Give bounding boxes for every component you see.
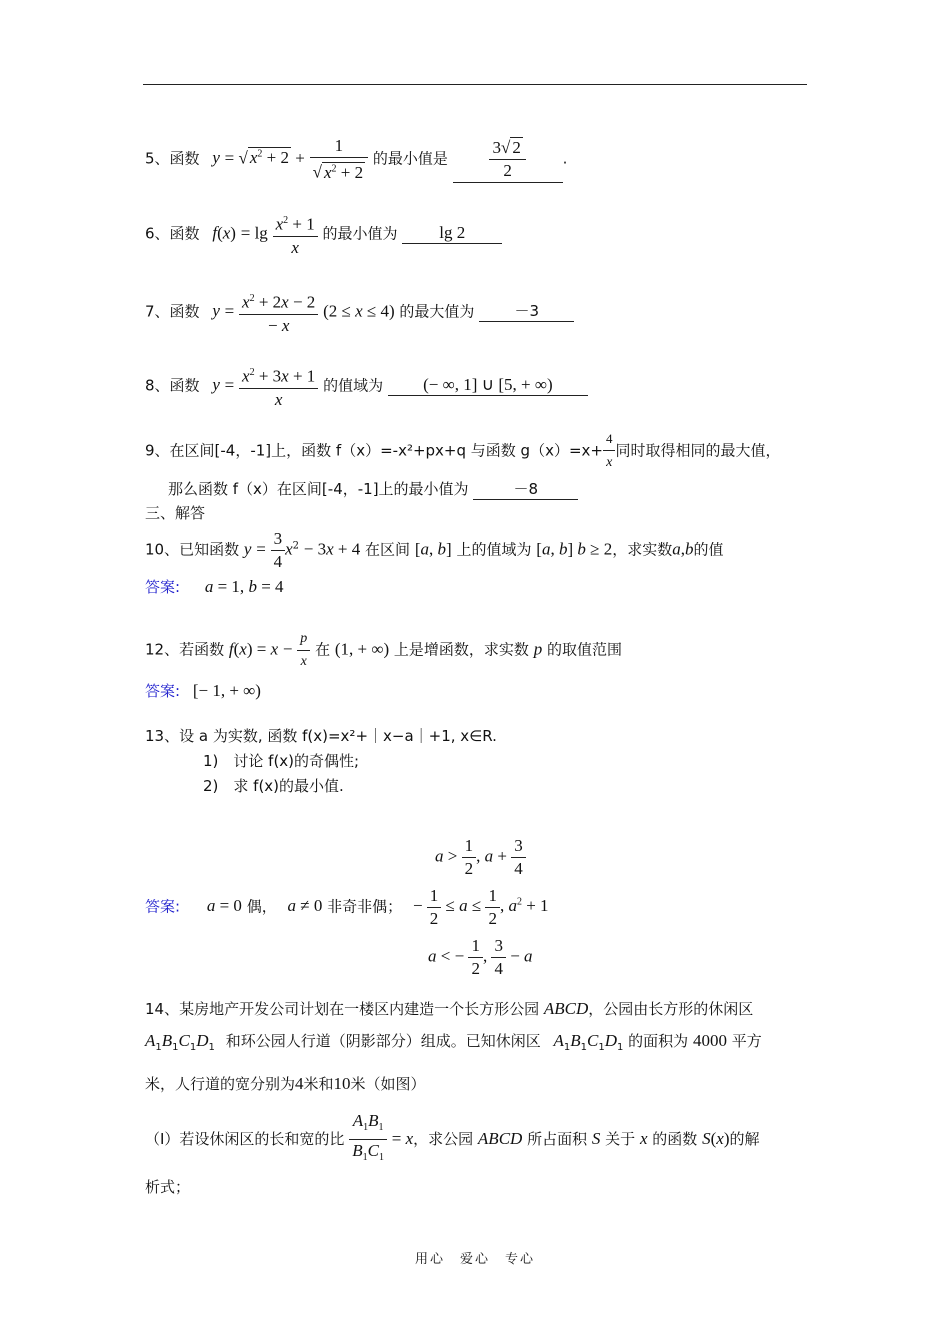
header-rule: [143, 84, 807, 85]
question-5: 5、函数 y = √ $x^2 + 2$ + $\frac{1}{√ x^2 + 2}$ 的最小值是 $\frac{3√ 2}{2}$ .: [145, 136, 568, 182]
question-14-line-3: 米，人行道的宽分别为4米和10米（如图）: [145, 1074, 426, 1093]
page-footer: 用心 爱心 专心: [414, 1252, 535, 1267]
question-10: 10、已知函数 y = $\frac{3}{4}$ $x^2 - 3x + 4$ 在区间 [a, b] 上的值域为 [a, b] b ≥ 2，求实数a,b的值: [145, 529, 724, 571]
answer-12: 答案: [− 1, + ∞): [145, 681, 261, 700]
q9-answer: －8: [473, 478, 578, 500]
q7-answer: －3: [479, 300, 574, 322]
question-13-item-1: 1) 讨论 f(x)的奇偶性;: [203, 752, 360, 770]
question-9: 9、在区间[-4，-1]上，函数 f（x）=-x²+px+q 与函数 g（x）=x+ $\frac{4}{x}$ 同时取得相同的最大值，: [145, 428, 780, 474]
q5-answer: $\frac{3√ 2}{2}$: [453, 137, 563, 183]
question-12: 12、若函数 f(x) = x − $\frac{p}{x}$ 在 (1, + ∞) 上是增函数，求实数 p 的取值范围: [145, 628, 622, 673]
question-7: 7、函数 y = $\frac{x^2 + 2x - 2}{- x}$ (2 ≤ x ≤ 4) 的最大值为 －3: [145, 288, 574, 337]
question-14-part-1: （Ⅰ）若设休闲区的长和宽的比 $\frac{A_1B_1}{B_1C_1}$ = x，求公园 ABCD 所占面积 S 关于 x 的函数 S(x)的解: [145, 1111, 760, 1163]
question-6: 6、函数 f(x) = lg $\frac{x^2 + 1}{x}$ 的最小值为 lg 2: [145, 210, 502, 259]
section-heading: 三、解答: [145, 504, 206, 522]
answer-10: 答案: a = 1, b = 4: [145, 577, 284, 596]
question-14-line-2: $A_1B_1C_1D_1$ 和环公园人行道（阴影部分）组成。已知休闲区 $A_1B_1C_1D_1$ 的面积为 4000 平方: [145, 1031, 762, 1053]
question-14-part-1-end: 析式；: [145, 1178, 191, 1196]
q5-fraction: $\frac{1}{√ x^2 + 2}$: [310, 135, 368, 184]
question-14: 14、某房地产开发公司计划在一楼区内建造一个长方形公园 ABCD，公园由长方形的休闲区: [145, 999, 754, 1018]
question-13-item-2: 2) 求 f(x)的最小值.: [203, 777, 344, 795]
question-9-line2: 那么函数 f（x）在区间[-4，-1]上的最小值为 －8: [168, 478, 578, 500]
answer-13: 答案: a = 0 偶， a ≠ 0 非奇非偶； − $\frac{1}{2}$ ≤ a ≤ $\frac{1}{2}$ , $a^2 + 1$: [145, 886, 549, 928]
question-8: 8、函数 y = $\frac{x^2 + 3x + 1}{x}$ 的值域为 (− ∞, 1] ∪ [5, + ∞): [145, 362, 588, 411]
question-13: 13、设 a 为实数, 函数 f(x)=x²+｜x−a｜+1, x∈R.: [145, 727, 497, 745]
q6-answer: lg 2: [402, 223, 502, 244]
answer-13-case-1: a > $\frac{1}{2}$ , a + $\frac{3}{4}$: [435, 835, 526, 880]
answer-13-case-3: a < − $\frac{1}{2}$ , $\frac{3}{4}$ − a: [428, 936, 533, 978]
q8-answer: (− ∞, 1] ∪ [5, + ∞): [388, 375, 588, 396]
